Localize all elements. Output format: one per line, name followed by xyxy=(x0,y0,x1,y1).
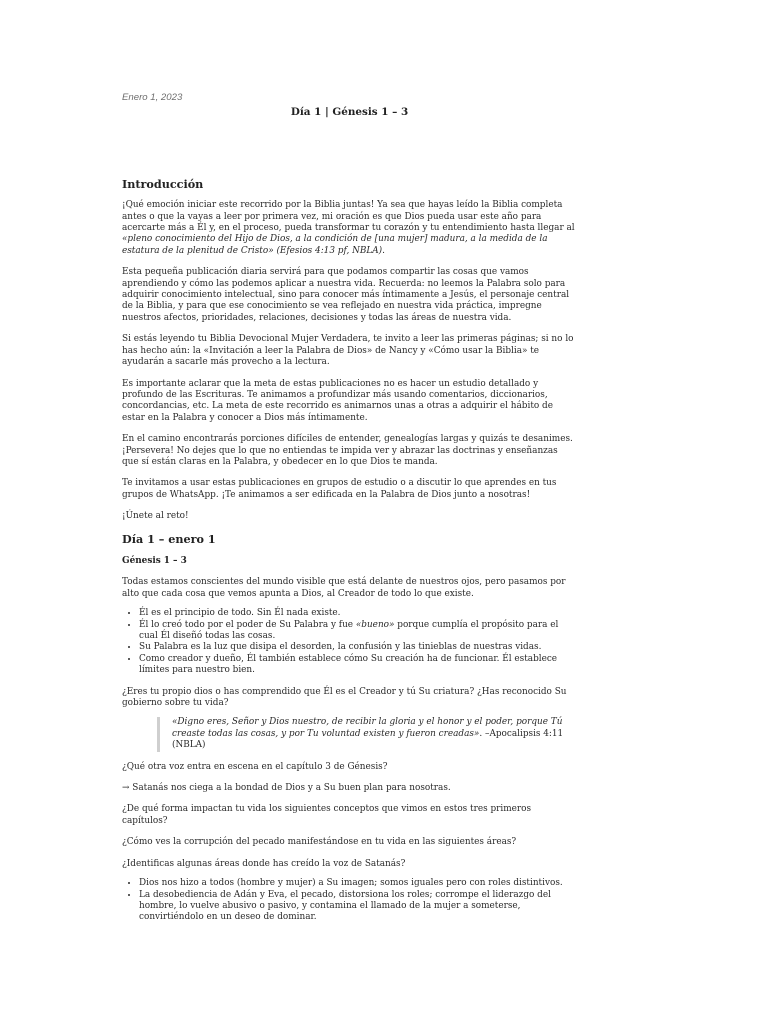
question-3: ¿De qué forma impactan tu vida los siguientes conceptos que vimos en estos tres primeros capítulos? xyxy=(122,804,532,826)
list-item: • Como creador y dueño, Él también establece cómo Su creación ha de funcionar. Él establece límites para nuestro bien. xyxy=(139,654,577,677)
list-item: • Su Palabra es la luz que disipa el desorden, la confusión y las tinieblas de nuestras vidas. xyxy=(139,642,577,653)
intro-paragraph-2: Esta pequeña publicación diaria servirá para que podamos compartir las cosas que vamos aprendiendo y cómo las podemos aplicar a nuestra vida. Recuerda: no leemos la Palabra solo para adquirir conocimiento intelectual, sino para conocer más íntimamente a Jesús, el personaje central de la Biblia, y para que ese conocimiento se vea reflejado en nuestra vida práctica, impregne nuestros afectos, prioridades, relaciones, decisiones y todas las áreas de nuestra vida. xyxy=(122,267,570,323)
intro-paragraph-7: ¡Únete al reto! xyxy=(122,511,189,522)
scripture-quote-text: «Digno eres, Señor y Dios nuestro, de recibir la gloria y el honor y el poder, porque Tú creaste todas las cosas, y por Tu voluntad existen y fueron creadas» xyxy=(172,717,563,739)
question-1: ¿Eres tu propio dios o has comprendido que Él es el Creador y tú Su criatura? ¿Has reconocido Su gobierno sobre tu vida? xyxy=(122,686,567,709)
bullet-list-1 xyxy=(122,608,577,676)
intro-paragraph-1 xyxy=(122,200,577,257)
page-title: Día 1 | Génesis 1 – 3 xyxy=(290,106,409,119)
day-heading: Día 1 – enero 1 xyxy=(122,531,216,546)
question-5: ¿Identificas algunas áreas donde has creído la voz de Satanás? xyxy=(122,858,406,869)
day-paragraph-1: Todas estamos conscientes del mundo visible que está delante de nuestros ojos, pero pasamos por alto que cada cosa que vemos apunta a Dios, al Creador de todo lo que existe. xyxy=(122,577,566,599)
intro-paragraph-1-text: ¡Qué emoción iniciar este recorrido por la Biblia juntas! Ya sea que hayas leído la Biblia completa antes o que la vayas a leer por primera vez, mi oración es que Dios pueda usar este año para acercarte más a Él y, en el proceso, pueda transformar tu corazón y tu entendimiento hasta llegar al xyxy=(122,200,575,234)
intro-paragraph-6: Te invitamos a usar estas publicaciones en grupos de estudio o a discutir lo que aprendes en tus grupos de WhatsApp. ¡Te animamos a ser edificada en la Palabra de Dios junto a nosotras! xyxy=(122,478,557,500)
arrow-statement: → Satanás nos ciega a la bondad de Dios y a Su buen plan para nosotras. xyxy=(122,783,451,794)
document-page xyxy=(122,92,577,924)
bullet-list-2 xyxy=(122,878,577,924)
intro-heading: Introducción xyxy=(122,176,204,191)
intro-paragraph-5: En el camino encontrarás porciones difíciles de entender, genealogías largas y quizás te desanimes. ¡Persevera! No dejes que lo que no entiendas te impida ver y abrazar las doctrinas y enseñanzas que sí están claras en la Palabra, y obedecer en lo que Dios te manda. xyxy=(122,434,573,467)
scripture-blockquote xyxy=(157,717,577,751)
reading-subheading: Génesis 1 – 3 xyxy=(122,555,187,566)
question-2: ¿Qué otra voz entra en escena en el capítulo 3 de Génesis? xyxy=(122,761,388,772)
list-item-text: Él lo creó todo por el poder de Su Palabra y fue xyxy=(139,619,356,630)
list-item-text: porque cumplía el propósito para el cual Él diseñó todas las cosas. xyxy=(139,619,559,641)
list-item: • Él es el principio de todo. Sin Él nada existe. xyxy=(139,608,577,619)
list-item: • La desobediencia de Adán y Eva, el pecado, distorsiona los roles; corrompe el liderazgo del hombre, lo vuelve abusivo o pasivo, y contamina el llamado de la mujer a someterse, convirtiéndolo en un deseo de dominar. xyxy=(139,890,577,924)
intro-paragraph-1-quote: «pleno conocimiento del Hijo de Dios, a la condición de [una mujer] madura, a la medida de la estatura de la plenitud de Cristo» (Efesios 4:13 pf, NBLA). xyxy=(122,234,548,256)
list-item xyxy=(139,620,577,643)
intro-paragraph-3: Si estás leyendo tu Biblia Devocional Mujer Verdadera, te invito a leer las primeras páginas; si no lo has hecho aún: la «Invitación a leer la Palabra de Dios» de Nancy y «Cómo usar la Biblia» te ayudarán a sacarle más provecho a la lectura. xyxy=(122,334,574,368)
question-4: ¿Cómo ves la corrupción del pecado manifestándose en tu vida en las siguientes áreas? xyxy=(122,837,517,848)
scripture-reference: . –Apocalipsis 4:11 (NBLA) xyxy=(172,728,564,751)
list-item-emphasis: «bueno» xyxy=(355,619,395,630)
post-date: Enero 1, 2023 xyxy=(122,92,183,103)
intro-paragraph-4: Es importante aclarar que la meta de estas publicaciones no es hacer un estudio detallado y profundo de las Escrituras. Te animamos a profundizar más usando comentarios, diccionarios, concordancias, etc. La meta de este recorrido es animarnos unas a otras a adquirir el hábito de estar en la Palabra y conocer a Dios más íntimamente. xyxy=(122,378,553,423)
list-item: • Dios nos hizo a todos (hombre y mujer) a Su imagen; somos iguales pero con roles distintivos. xyxy=(139,878,577,889)
